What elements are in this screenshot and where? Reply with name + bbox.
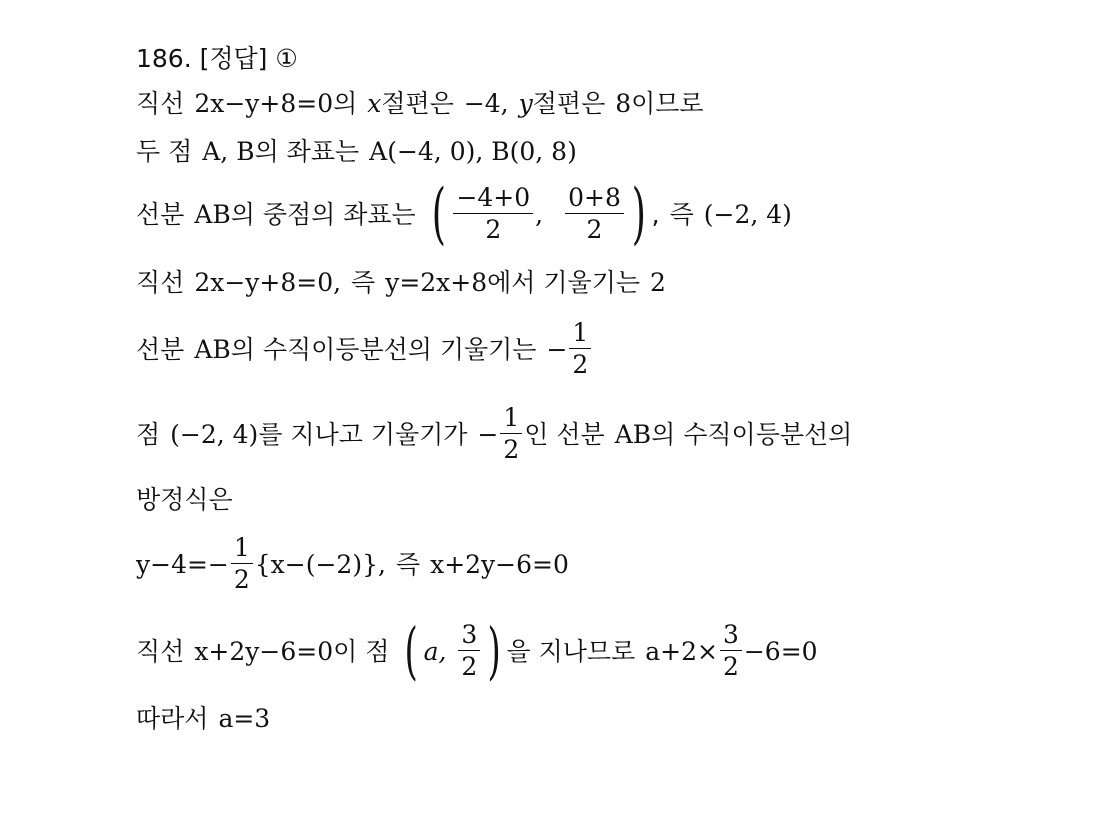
text: 직선 <box>136 636 185 666</box>
text: 즉 <box>351 268 376 297</box>
answer-header-text: 186. [정답] ① <box>136 44 298 73</box>
fraction: $\frac{3}{2}$ <box>720 622 742 681</box>
equation: y=2x+8 <box>385 268 488 297</box>
text: 직선 <box>136 89 185 118</box>
text: 즉 <box>395 549 421 579</box>
solution-line-8 <box>136 487 233 512</box>
text: 를 지나고 기울기가 <box>258 419 468 449</box>
equation: x+2y−6=0 <box>430 549 569 579</box>
midpoint: (−2, 4) <box>703 199 792 229</box>
solution-line-2 <box>136 91 704 116</box>
point-a: a, <box>423 636 447 666</box>
fraction: $\frac{3}{2}$ <box>458 622 480 681</box>
equation: 2x−y+8=0, <box>194 268 342 297</box>
text: 직선 <box>136 268 185 297</box>
answer-header <box>136 46 298 71</box>
equation: 2x−y+8=0 <box>194 89 334 118</box>
equation: x+2y−6=0 <box>194 636 334 666</box>
text: 을 지나므로 <box>506 636 636 666</box>
text: 의 <box>333 89 358 118</box>
text: 절편은 <box>381 89 454 118</box>
equation: −6=0 <box>743 636 818 666</box>
text: 의 좌표는 <box>254 137 360 166</box>
equation: {x−(−2)}, <box>254 549 386 579</box>
solution-line-4: 선분 AB 의 중점의 좌표는 ( $\frac{-4+0}{2}$ , $\frac{0+8}{2}$ ) , 즉 (−2, 4) <box>136 175 792 252</box>
text: 의 수직이등분선의 기울기는 <box>230 334 537 364</box>
segment: AB <box>194 199 231 229</box>
coordinates: A(−4, 0), B(0, 8) <box>369 137 577 166</box>
fraction: $\frac{1}{2}$ <box>569 320 591 379</box>
text: 따라서 <box>136 704 209 733</box>
text: 두 점 <box>136 137 193 166</box>
segment: AB <box>614 419 652 449</box>
fraction: $\frac{1}{2}$ <box>231 535 253 594</box>
text: 점 <box>136 419 161 449</box>
text: 선분 <box>136 199 185 229</box>
solution-line-5 <box>136 270 666 295</box>
solution-line-11 <box>136 706 270 731</box>
text: 인 선분 <box>524 419 605 449</box>
fraction: $\frac{1}{2}$ <box>500 405 522 464</box>
var-x: x <box>367 89 382 118</box>
text: 이므로 <box>631 89 704 118</box>
solution-line-10: 직선 x+2y−6=0 이 점 ( a, $\frac{3}{2}$ ) 을 지나므로 a+2× $\frac{3}{2}$ −6=0 <box>136 614 818 687</box>
equation: y−4=− <box>136 549 229 579</box>
solution-line-3 <box>136 139 577 164</box>
text: 의 수직이등분선의 <box>651 419 853 449</box>
fraction: $\frac{-4+0}{2}$ <box>453 185 533 244</box>
equation: a+2× <box>645 636 718 666</box>
text: 이 점 <box>333 636 390 666</box>
solution-line-7: 점 (−2, 4) 를 지나고 기울기가 − $\frac{1}{2}$ 인 선분 AB 의 수직이등분선의 <box>136 403 853 465</box>
text: 에서 기울기는 <box>487 268 640 297</box>
text: 선분 <box>136 334 185 364</box>
text: 즉 <box>669 199 694 229</box>
var-y: y <box>518 89 533 118</box>
text: 의 중점의 좌표는 <box>230 199 416 229</box>
segment: AB <box>194 334 231 364</box>
text: 방정식은 <box>136 485 233 514</box>
solution-line-6: 선분 AB 의 수직이등분선의 기울기는 − $\frac{1}{2}$ <box>136 320 593 379</box>
fraction: $\frac{0+8}{2}$ <box>565 185 624 244</box>
value: −4, <box>463 89 509 118</box>
text: 절편은 <box>532 89 606 118</box>
solution-line-9 <box>136 535 569 594</box>
slope: 2 <box>650 268 666 297</box>
final-answer: a=3 <box>218 704 271 733</box>
point: (−2, 4) <box>170 419 259 449</box>
points: A, B <box>202 137 255 166</box>
value: 8 <box>615 89 632 118</box>
